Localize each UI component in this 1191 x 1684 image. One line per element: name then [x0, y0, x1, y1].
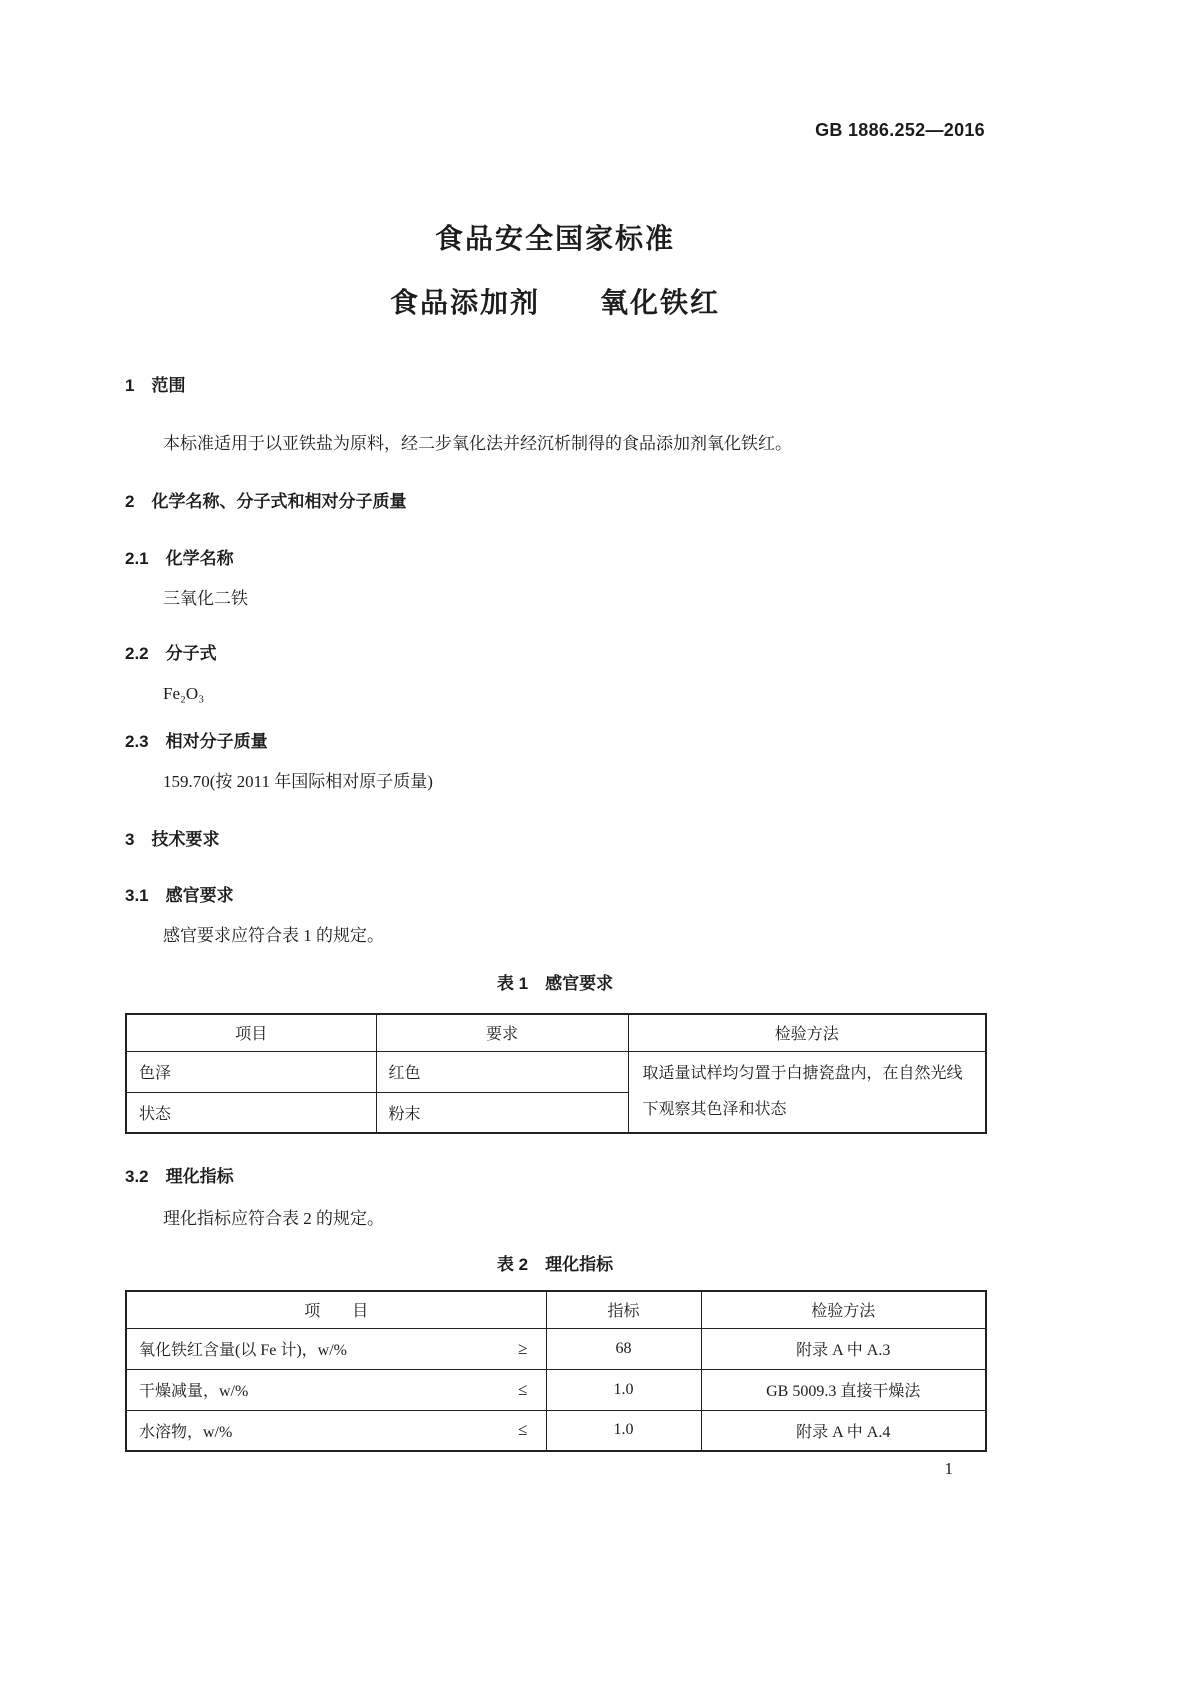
page-number: 1	[944, 1459, 953, 1478]
table-cell: 红色	[376, 1051, 628, 1092]
chemical-formula: Fe₂O₃	[163, 684, 205, 703]
table-cell-item	[126, 1328, 546, 1369]
comparison-operator: ≤	[518, 1379, 528, 1399]
table-2-col-item: 项 目	[126, 1291, 546, 1328]
table-1-col-method: 检验方法	[628, 1014, 986, 1051]
table-1-sensory-requirements	[125, 1013, 987, 1134]
table-row	[126, 1328, 986, 1369]
standard-number: GB 1886.252—2016	[815, 120, 985, 140]
section-1-body: 本标准适用于以亚铁盐为原料，经二步氧化法并经沉析制得的食品添加剂氧化铁红。	[163, 434, 792, 453]
comparison-operator: ≤	[518, 1420, 528, 1440]
section-2-3-heading: 2.3 相对分子质量	[125, 732, 268, 751]
table-2-physicochemical-indicators	[125, 1290, 987, 1452]
table-row	[126, 1369, 986, 1410]
table-1-col-requirement: 要求	[376, 1014, 628, 1051]
indicator-name: 干燥减量，w/%	[139, 1383, 249, 1400]
table-cell-method: 附录 A 中 A.4	[701, 1410, 986, 1451]
table-2-caption: 表 2 理化指标	[496, 1255, 614, 1274]
section-2-3-body: 159.70(按 2011 年国际相对原子质量)	[163, 772, 433, 791]
table-2-col-method: 检验方法	[701, 1291, 986, 1328]
table-row	[126, 1051, 986, 1092]
table-cell-item	[126, 1410, 546, 1451]
comparison-operator: ≥	[518, 1338, 528, 1358]
table-header-row	[126, 1291, 986, 1328]
table-cell-value: 1.0	[546, 1410, 701, 1451]
table-header-row	[126, 1014, 986, 1051]
table-2-col-indicator: 指标	[546, 1291, 701, 1328]
section-2-heading: 2 化学名称、分子式和相对分子质量	[125, 492, 407, 511]
section-1-heading: 1 范围	[125, 376, 186, 395]
section-3-2-body: 理化指标应符合表 2 的规定。	[163, 1209, 384, 1228]
table-cell-value: 1.0	[546, 1369, 701, 1410]
table-1-col-item: 项目	[126, 1014, 376, 1051]
section-2-1-body: 三氧化二铁	[163, 589, 248, 608]
section-3-1-heading: 3.1 感官要求	[125, 886, 234, 905]
table-1-caption: 表 1 感官要求	[496, 974, 614, 993]
indicator-name: 氧化铁红含量(以 Fe 计)，w/%	[139, 1342, 347, 1359]
page-subtitle: 食品添加剂 氧化铁红	[389, 287, 720, 318]
page-title: 食品安全国家标准	[434, 223, 675, 254]
section-3-2-heading: 3.2 理化指标	[125, 1167, 234, 1186]
table-cell-item	[126, 1369, 546, 1410]
table-cell: 状态	[126, 1092, 376, 1133]
table-cell-method: 附录 A 中 A.3	[701, 1328, 986, 1369]
indicator-name: 水溶物，w/%	[139, 1423, 233, 1441]
table-cell: 粉末	[376, 1092, 628, 1133]
table-cell: 色泽	[126, 1051, 376, 1092]
section-2-1-heading: 2.1 化学名称	[125, 549, 234, 568]
section-3-heading: 3 技术要求	[125, 830, 220, 849]
section-2-2-heading: 2.2 分子式	[125, 644, 217, 663]
table-cell-value: 68	[546, 1328, 701, 1369]
table-cell-method-merged: 取适量试样均匀置于白搪瓷盘内，在自然光线下观察其色泽和状态	[628, 1051, 986, 1133]
table-row	[126, 1410, 986, 1451]
page-content	[125, 0, 985, 1481]
section-3-1-body: 感官要求应符合表 1 的规定。	[163, 926, 384, 945]
table-cell-method: GB 5009.3 直接干燥法	[701, 1369, 986, 1410]
